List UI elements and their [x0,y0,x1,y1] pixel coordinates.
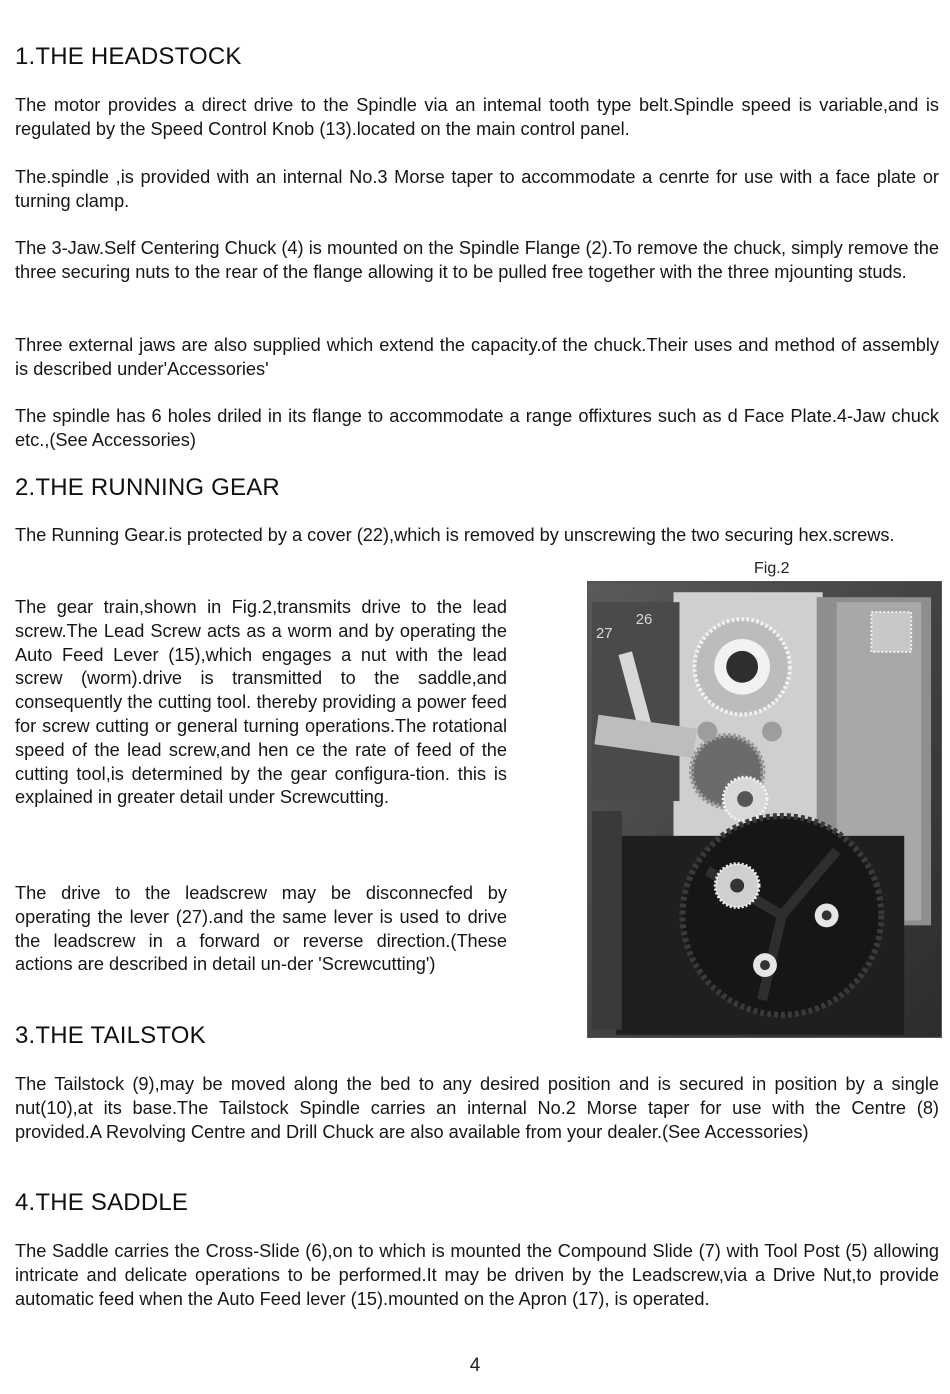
paragraph: The Saddle carries the Cross-Slide (6),on to which is mounted the Compound Slide (7) with Tool Post (5) allowing intricate and delicate operations to be performed.It may be driven by the Leadscrew,via a Drive Nut,to provide automatic feed when the Auto Feed lever (15).mounted on the Apron (17), is operated. [15,1241,939,1309]
paragraph: The gear train,shown in Fig.2,transmits drive to the lead screw.The Lead Screw acts as a worm and by operating the Auto Feed Lever (15),which engages a nut with the lead screw (worm).drive is transmitted to the saddle,and consequently the cutting tool. thereby providing a power feed for screw cutting or general turning operations.The rotational speed of the lead screw,and hen ce the rate of feed of the cutting tool,is determined by the gear configura-tion. this is explained in greater detail under Screwcutting. [15,597,507,808]
figure-label-27: 27 [595,625,613,642]
paragraph: The spindle has 6 holes driled in its flange to accommodate a range offixtures such as d Face Plate.4-Jaw chuck etc.,(See Accessories) [15,406,939,450]
page-number: 4 [469,1355,481,1376]
gear-train-photo [587,581,942,1038]
paragraph: The drive to the leadscrew may be disconnecfed by operating the lever (27).and the same lever is used to drive the leadscrew in a forward or reverse direction.(These actions are described in detail un-der 'Screwcutting') [15,883,507,975]
paragraph: Three external jaws are also supplied which extend the capacity.of the chuck.Their uses and method of assembly is described under'Accessories' [15,335,939,379]
section-heading-running-gear: 2.THE RUNNING GEAR [15,474,280,501]
paragraph: The motor provides a direct drive to the Spindle via an intemal tooth type belt.Spindle speed is variable,and is regulated by the Speed Control Knob (13).located on the main control panel. [15,95,939,139]
section-heading-tailstock: 3.THE TAILSTOK [15,1022,206,1049]
paragraph: The.spindle ,is provided with an internal No.3 Morse taper to accommodate a cenrte for use with a face plate or turning clamp. [15,167,939,211]
paragraph: The Running Gear.is protected by a cover (22),which is removed by unscrewing the two securing hex.screws. [15,525,895,545]
figure-label-26: 26 [635,612,653,629]
figure-caption: Fig.2 [754,560,790,577]
paragraph: The 3-Jaw.Self Centering Chuck (4) is mounted on the Spindle Flange (2).To remove the chuck, simply remove the three securing nuts to the rear of the flange allowing it to be pulled free together with the three mjounting studs. [15,238,939,282]
section-heading-saddle: 4.THE SADDLE [15,1189,189,1216]
paragraph: The Tailstock (9),may be moved along the bed to any desired position and is secured in position by a single nut(10),at its base.The Tailstock Spindle carries an internal No.2 Morse taper for use with the Centre (8) provided.A Revolving Centre and Drill Chuck are also available from your dealer.(See Accessories) [15,1074,939,1142]
section-heading-headstock: 1.THE HEADSTOCK [15,43,242,70]
gear-train-illustration [588,582,941,1037]
